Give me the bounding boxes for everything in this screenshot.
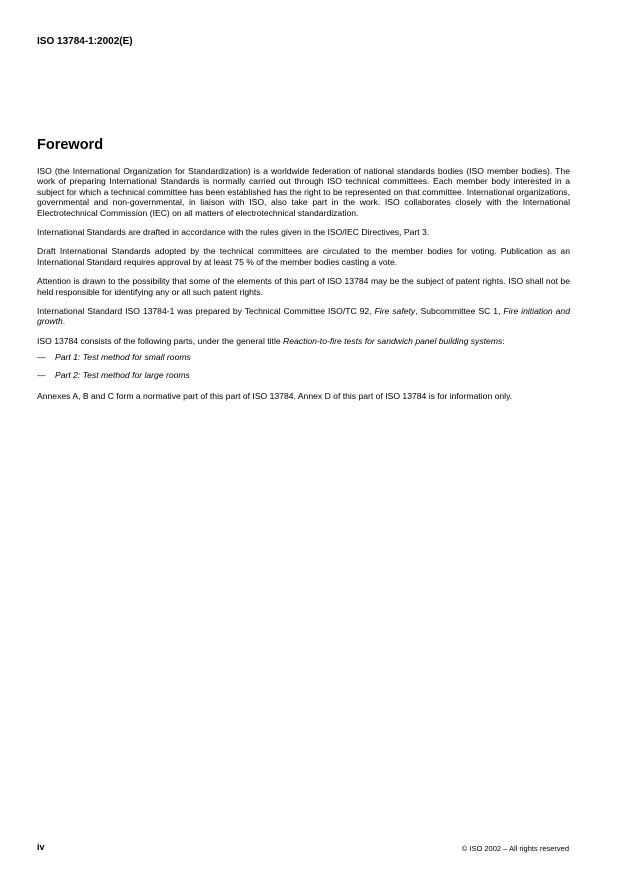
part-1-title: Part 1: Test method for small rooms [55, 352, 191, 363]
prepared-by-text: International Standard ISO 13784-1 was prepared by Technical Committee ISO/TC 92, [37, 306, 375, 317]
prepared-by-text-2: , Subcommittee SC 1, [415, 306, 504, 317]
parts-intro-colon: : [502, 335, 505, 346]
document-header-id: ISO 13784-1:2002(E) [37, 36, 133, 47]
foreword-body [37, 166, 570, 411]
paragraph-parts-intro [37, 336, 570, 346]
subcommittee-name: Fire initiation and growth [37, 306, 570, 327]
committee-name: Fire safety [374, 306, 416, 317]
paragraph-voting: Draft International Standards adopted by the technical committees are circulated to the member bodies for voting. Publication as an International Standard requires approval by at least 75 % of the member bodies casting a vote. [37, 246, 570, 267]
parts-intro-text: ISO 13784 consists of the following parts, under the general title [37, 335, 284, 346]
paragraph-patent-rights: Attention is drawn to the possibility that some of the elements of this part of ISO 13784 may be the subject of patent rights. ISO shall not be held responsible for identifying any or all such patent rights. [37, 276, 570, 297]
paragraph-iso-federation: ISO (the International Organization for Standardization) is a worldwide federation of national standards bodies (ISO member bodies). The work of preparing International Standards is normally carried out through ISO technical committees. Each member body interested in a subject for which a technical committee has been established has the right to be represented on that committee. International organizations, governmental and non-governmental, in liaison with ISO, also take part in the work. ISO collaborates closely with the International Electrotechnical Commission (IEC) on all matters of electrotechnical standardization. [37, 166, 570, 218]
list-item [37, 352, 570, 362]
copyright-notice: © ISO 2002 – All rights reserved [461, 844, 569, 853]
prepared-by-end: . [62, 316, 66, 327]
list-dash: — [37, 369, 46, 380]
part-2-title: Part 2: Test method for large rooms [55, 369, 190, 380]
page-title: Foreword [37, 137, 104, 153]
list-item [37, 370, 570, 380]
list-dash: — [37, 352, 46, 363]
general-title: Reaction-to-fire tests for sandwich panel building systems [283, 335, 503, 346]
paragraph-prepared-by [37, 306, 570, 327]
paragraph-annexes: Annexes A, B and C form a normative part of this part of ISO 13784. Annex D of this part of ISO 13784 is for information only. [37, 391, 513, 402]
paragraph-directives: International Standards are drafted in accordance with the rules given in the ISO/IEC Directives, Part 3. [37, 227, 430, 238]
page-number: iv [37, 842, 45, 852]
